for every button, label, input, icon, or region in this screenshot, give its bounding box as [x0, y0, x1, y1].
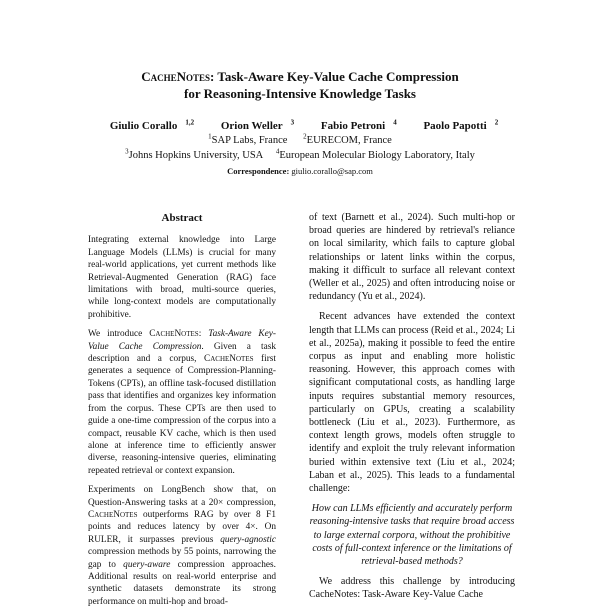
author: Fabio Petroni $^4$ [320, 118, 397, 132]
title-line2: for Reasoning-Intensive Knowledge Tasks [184, 86, 416, 101]
abstract-heading: Abstract [161, 212, 203, 224]
author: Paolo Papotti $^2$ [423, 118, 499, 132]
abstract-paragraph-2: We introduce CacheNotes: Task-Aware Key-Value Cache Compression. Given a task description and a corpus, CacheNotes first generates a sequence of Compression-Planning-Tokens (CPTs), an offline task-focused distillation pass that identifies and organizes key information from the corpus. These CPTs are then used to guide a one-time compression of the corpus into a compact, reusable KV cache, which is then used alone at inference time to efficiently answer diverse, reasoning-intensive queries, eliminating repeated retrieval or context expansion. [88, 329, 276, 476]
intro-column [309, 211, 515, 609]
abstract-paragraph-3: Experiments on LongBench show that, on Question-Answering tasks at a 20× compression, CacheNotes outperforms RAG by over 8 F1 points and reduces latency by over 4×. On RULER, it surpasses previous query-agnostic compression methods by 55 points, narrowing the gap to query-aware compression approaches. Additional results on real-world enterprise and synthetic datasets demonstrate its strong performance on multi-hop and broad- [88, 485, 276, 607]
abstract-paragraph-1: Integrating external knowledge into Large Language Models (LLMs) is crucial for many real-world applications, yet current methods like Retrieval-Augmented Generation (RAG) face limitations with broad, multi-source queries, while long-context models are computationally prohibitive. [88, 235, 276, 320]
research-question: How can LLMs efficiently and accurately perform reasoning-intensive tasks that require broad access to large external corpora, without the prohibitive costs of full-context inference or the limitations of retrieval-based methods? [309, 503, 515, 568]
title-line1: : Task-Aware Key-Value Cache Compression [210, 69, 459, 84]
email-address: giulio.corallo@sap.com [291, 166, 373, 176]
body-paragraph-3: We address this challenge by introducing CacheNotes: Task-Aware Key-Value Cache [309, 576, 515, 601]
author: Giulio Corallo $^{1,2}$ [109, 118, 195, 132]
body-paragraph-1: of text (Barnett et al., 2024). Such multi-hop or broad queries are hindered by retrieval's reliance on local similarity, which fails to capture global relationships or latent links within the corpus, making it difficult to surface all relevant context (Weller et al., 2025) and often introducing noise or redundancy (Yu et al., 2024). [309, 212, 515, 303]
correspondence: Correspondence: giulio.corallo@sap.com [227, 166, 373, 176]
affiliation-line-2: $^3$Johns Hopkins University, USA $^4$European Molecular Biology Laboratory, Italy [125, 147, 475, 161]
author-list [0, 120, 600, 132]
affiliation-line-1: $^1$SAP Labs, France $^2$EURECOM, France [208, 132, 392, 146]
abstract-column [88, 212, 276, 615]
author: Orion Weller $^3$ [220, 118, 295, 132]
paper-title [0, 68, 600, 102]
body-paragraph-2: Recent advances have extended the context length that LLMs can process (Reid et al., 2024; Li et al., 2025a), making it possible to feed the entire corpus as input and enabling more holistic reasoning. However, this approach comes with significant computational costs, as handling large inputs requires substantial memory resources, particularly on GPUs, creating a scalability bottleneck (Liu et al., 2023). Furthermore, as context length grows, models often struggle to identify and exploit the truly relevant information buried within extensive text (Liu et al., 2024; Laban et al., 2025). This leads to a fundamental challenge: [309, 311, 515, 495]
system-name: CacheNotes [141, 69, 211, 84]
